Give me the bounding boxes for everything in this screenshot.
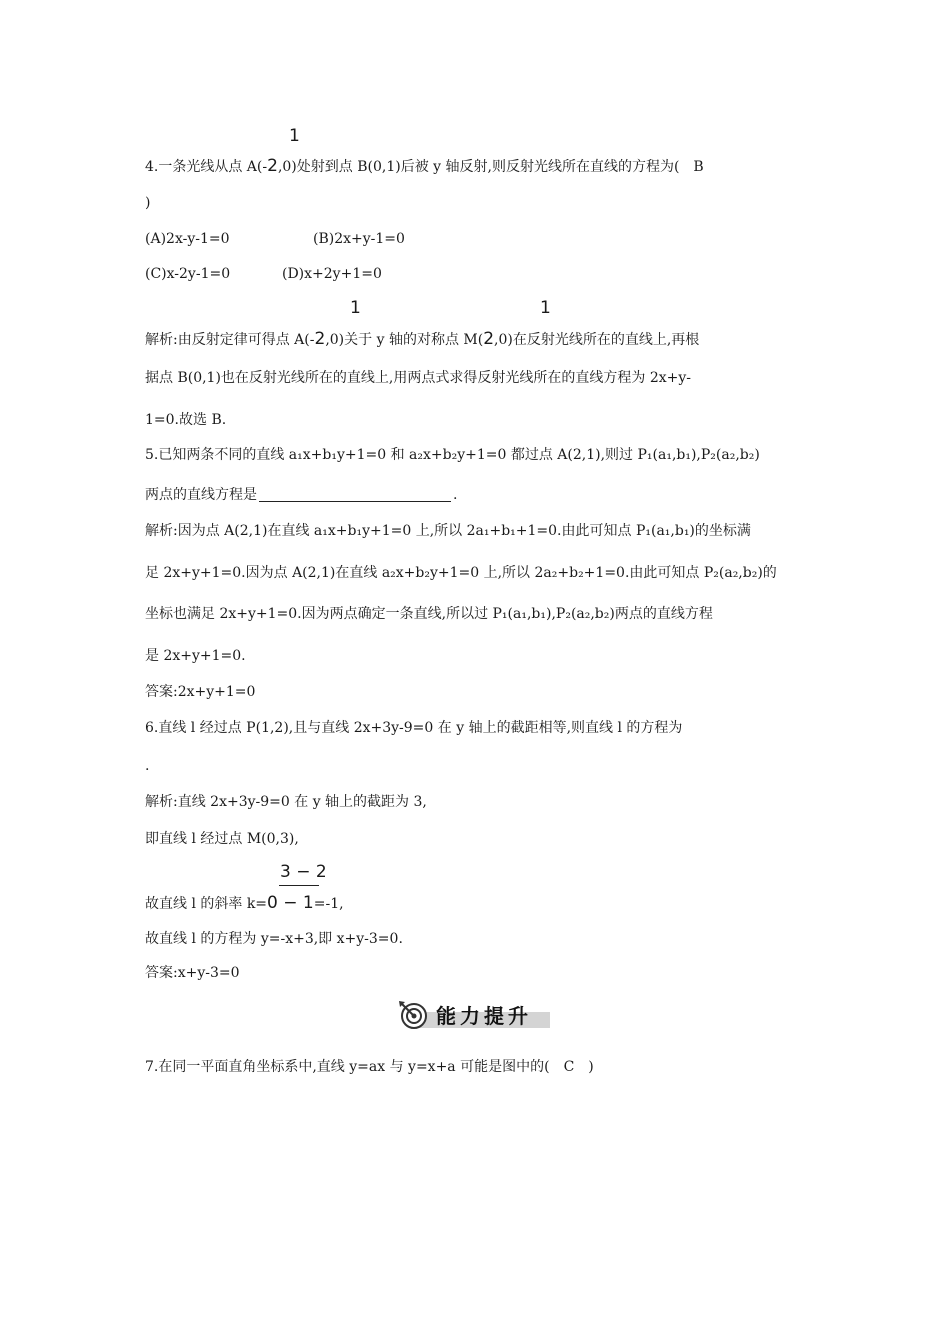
q4-text-b: ,0)处射到点 B(0,1)后被 y 轴反射,则反射光线所在直线的方程为( B	[277, 159, 704, 175]
q5-text-b: .	[453, 487, 458, 503]
q4-analysis-line-2: 据点 B(0,1)也在反射光线所在的直线上,用两点式求得反射光线所在的直线方程为 2x+y-	[145, 370, 691, 386]
target-icon	[398, 1000, 430, 1030]
q5-text-a: 两点的直线方程是	[145, 487, 257, 503]
q4-analysis-fraction-1-numerator: 1	[350, 298, 361, 318]
q4-analysis-text-a: 解析:由反射定律可得点 A(-	[145, 332, 315, 348]
q4-question-line-2: )	[145, 195, 151, 211]
q4-option-c: (C)x-2y-1=0	[145, 266, 231, 282]
q4-option-b: (B)2x+y-1=0	[313, 231, 405, 247]
q4-fraction-denominator: 2	[267, 156, 278, 176]
q4-analysis-fraction-2-numerator: 1	[540, 298, 551, 318]
q4-analysis-line-1	[145, 329, 699, 350]
q4-analysis-fraction-2-denominator: 2	[483, 329, 495, 349]
banner-title: 能力提升	[436, 1004, 532, 1028]
q4-analysis-line-3: 1=0.故选 B.	[145, 412, 227, 428]
q4-question-line-1	[145, 156, 704, 177]
q4-analysis-text-b: ,0)关于 y 轴的对称点 M(	[325, 332, 484, 348]
q6-question-line-1: 6.直线 l 经过点 P(1,2),且与直线 2x+3y-9=0 在 y 轴上的截距相等,则直线 l 的方程为	[145, 720, 683, 736]
q6-slope-text-b: =-1,	[313, 896, 344, 912]
q4-fraction-numerator: 1	[289, 126, 300, 146]
q5-analysis-line-3: 坐标也满足 2x+y+1=0.因为两点确定一条直线,所以过 P₁(a₁,b₁),P₂(a₂,b₂)两点的直线方程	[145, 606, 713, 622]
q4-text-a: 4.一条光线从点 A(-	[145, 159, 268, 175]
q4-analysis-fraction-1-denominator: 2	[314, 329, 326, 349]
q6-slope-text-a: 故直线 l 的斜率 k=	[145, 896, 268, 912]
q6-question-line-2: .	[145, 758, 150, 774]
q7-question-line-1: 7.在同一平面直角坐标系中,直线 y=ax 与 y=x+a 可能是图中的( C )	[145, 1059, 594, 1075]
q6-analysis-line-1: 解析:直线 2x+3y-9=0 在 y 轴上的截距为 3,	[145, 794, 427, 810]
q5-analysis-line-2: 足 2x+y+1=0.因为点 A(2,1)在直线 a₂x+b₂y+1=0 上,所以 2a₂+b₂+1=0.由此可知点 P₂(a₂,b₂)的	[145, 565, 777, 581]
q6-answer: 答案:x+y-3=0	[145, 965, 240, 981]
q4-option-a: (A)2x-y-1=0	[145, 231, 230, 247]
q4-analysis-text-c: ,0)在反射光线所在的直线上,再根	[494, 332, 700, 348]
q5-analysis-line-1: 解析:因为点 A(2,1)在直线 a₁x+b₁y+1=0 上,所以 2a₁+b₁+1=0.由此可知点 P₁(a₁,b₁)的坐标满	[145, 523, 751, 539]
q5-answer: 答案:2x+y+1=0	[145, 684, 256, 700]
q6-analysis-line-3	[145, 893, 344, 914]
q6-slope-numerator: 3 − 2	[280, 862, 327, 882]
q6-analysis-line-4: 故直线 l 的方程为 y=-x+3,即 x+y-3=0.	[145, 931, 403, 947]
section-banner	[398, 1000, 550, 1030]
q6-slope-denominator: 0 − 1	[267, 893, 314, 913]
q6-slope-fraction-bar	[279, 885, 319, 886]
q6-analysis-line-2: 即直线 l 经过点 M(0,3),	[145, 831, 299, 847]
q5-analysis-line-4: 是 2x+y+1=0.	[145, 648, 246, 664]
q4-option-d: (D)x+2y+1=0	[282, 266, 382, 282]
q5-question-line-2	[145, 485, 457, 505]
q5-answer-blank	[259, 487, 451, 502]
q5-question-line-1: 5.已知两条不同的直线 a₁x+b₁y+1=0 和 a₂x+b₂y+1=0 都过点 A(2,1),则过 P₁(a₁,b₁),P₂(a₂,b₂)	[145, 447, 760, 463]
